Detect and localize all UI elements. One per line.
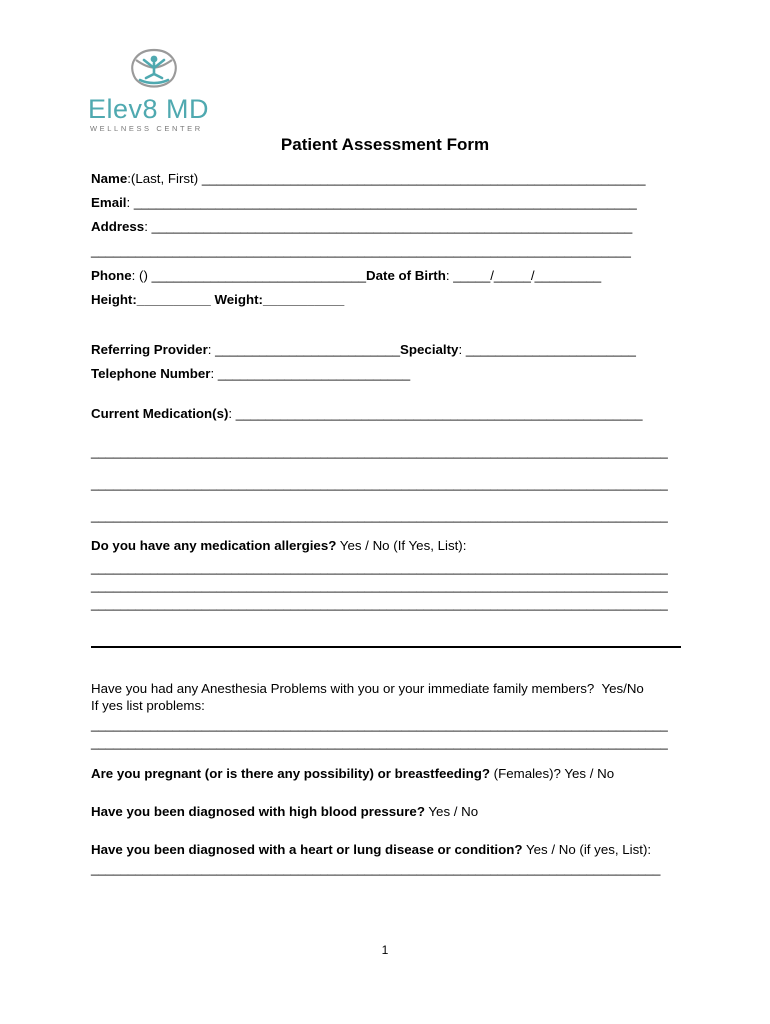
address-line-2[interactable]: _________________________________________________________________________: [91, 243, 631, 258]
medication-line[interactable]: ______________________________________________________________________________: [91, 476, 668, 491]
medication-line[interactable]: ______________________________________________________________________________: [91, 508, 668, 523]
allergies-line[interactable]: ______________________________________________________________________________: [91, 596, 668, 611]
allergies-line[interactable]: ______________________________________________________________________________: [91, 560, 668, 575]
anesthesia-line[interactable]: ______________________________________________________________________________: [91, 717, 668, 732]
logo: [88, 44, 228, 136]
height-weight-field[interactable]: Height:__________ Weight:___________: [91, 292, 345, 307]
current-medications-field[interactable]: Current Medication(s): _______________________________________________________: [91, 406, 643, 421]
heart-lung-line[interactable]: _____________________________________________________________________________: [91, 861, 661, 876]
email-field[interactable]: Email: ____________________________________________________________________: [91, 195, 637, 210]
pregnancy-question[interactable]: Are you pregnant (or is there any possibility) or breastfeeding? (Females)? Yes / No: [91, 766, 615, 781]
page-number: 1: [381, 943, 389, 957]
brand-name: Elev8 MD: [88, 94, 210, 124]
brand-subtitle: WELLNESS CENTER: [90, 124, 203, 133]
phone-dob-field[interactable]: Phone: () _____________________________Date of Birth: _____/_____/_________: [91, 268, 602, 283]
address-field[interactable]: Address: _________________________________________________________________: [91, 219, 633, 234]
anesthesia-question: Have you had any Anesthesia Problems with you or your immediate family members? Yes/No: [91, 681, 644, 696]
telephone-number-field[interactable]: Telephone Number: __________________________: [91, 366, 411, 381]
allergies-line[interactable]: ______________________________________________________________________________: [91, 578, 668, 593]
blood-pressure-question[interactable]: Have you been diagnosed with high blood pressure? Yes / No: [91, 804, 479, 819]
section-divider: [91, 646, 681, 648]
meditation-figure-icon: [126, 44, 182, 96]
name-field[interactable]: Name:(Last, First) ____________________________________________________________: [91, 171, 646, 186]
anesthesia-line[interactable]: ______________________________________________________________________________: [91, 735, 668, 750]
medication-line[interactable]: ______________________________________________________________________________: [91, 444, 668, 459]
allergies-question: Do you have any medication allergies? Yes / No (If Yes, List):: [91, 538, 467, 553]
referring-provider-field[interactable]: Referring Provider: _________________________Specialty: _______________________: [91, 342, 636, 357]
anesthesia-prompt: If yes list problems:: [91, 698, 205, 713]
heart-lung-question[interactable]: Have you been diagnosed with a heart or lung disease or condition? Yes / No (if yes, List):: [91, 842, 652, 857]
page-title: Patient Assessment Form: [280, 135, 490, 154]
